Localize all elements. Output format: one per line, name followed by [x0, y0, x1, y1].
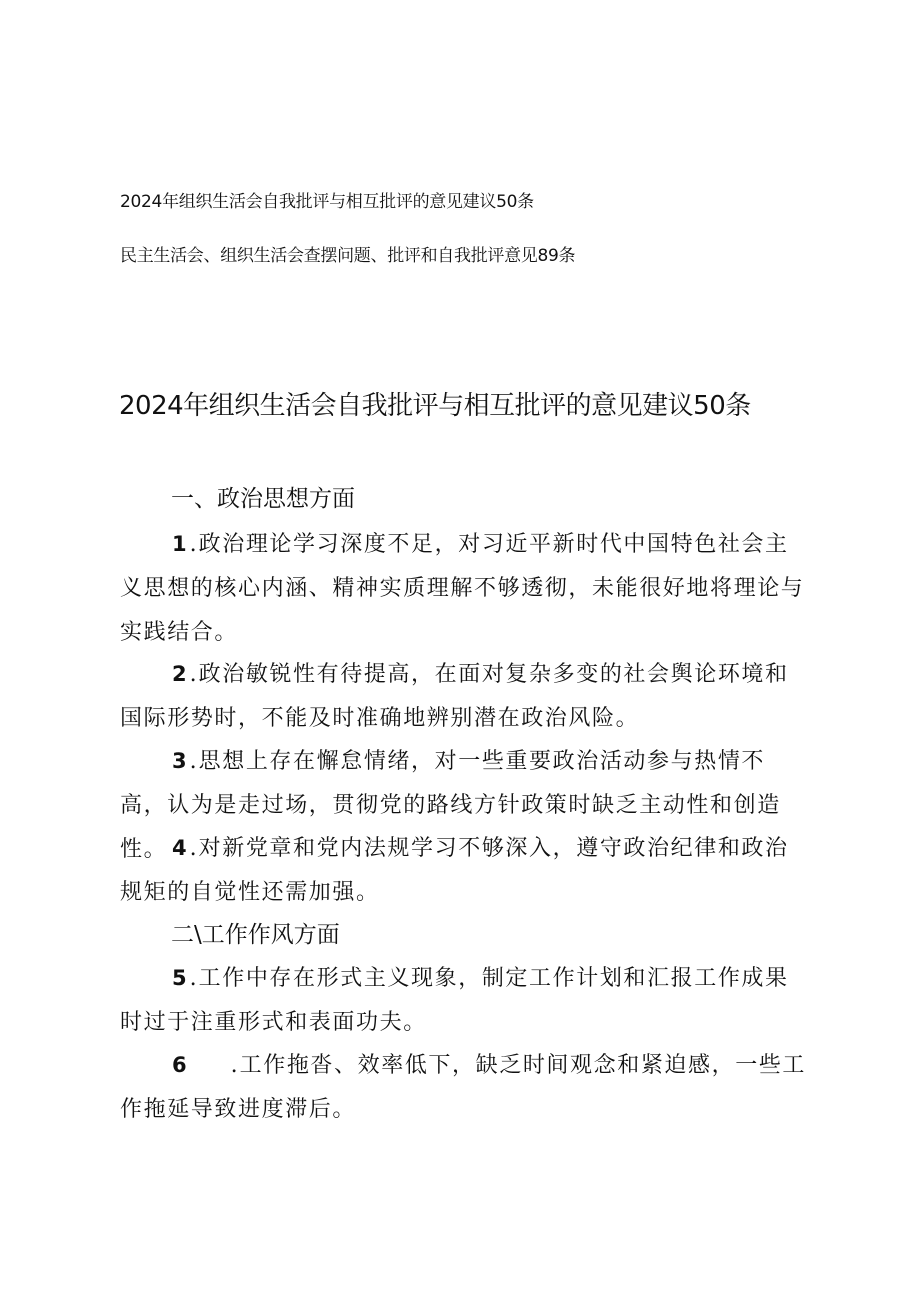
item-text: 工作中存在形式主义现象，制定工作计划和汇报工作成果时过于注重形式和表面功夫。	[120, 966, 789, 1035]
item-separator: .	[189, 836, 197, 861]
item-text: 政治理论学习深度不足，对习近平新时代中国特色社会主义思想的核心内涵、精神实质理解不够透彻，未能很好地将理论与实践结合。	[120, 532, 805, 645]
item-number: 2	[172, 662, 187, 686]
list-item	[120, 826, 810, 915]
item-number: 3	[172, 749, 187, 773]
item-number: 4	[172, 836, 187, 860]
item-separator: .	[189, 966, 197, 991]
list-item	[120, 956, 810, 1045]
item-separator: .	[230, 1053, 238, 1078]
list-item	[120, 522, 810, 655]
item-number: 1	[172, 532, 187, 556]
document-title: 2024年组织生活会自我批评与相互批评的意见建议50条	[119, 391, 751, 421]
item-text: 思想上存在懈怠情绪，对一些重要政治活动参与热情不高，认为是走过场，贯彻党的路线方针政策时缺乏主动性和创造性。	[120, 749, 781, 862]
list-item	[120, 652, 810, 741]
section-heading-work-style: 二\工作作风方面	[171, 922, 340, 948]
item-number: 6	[172, 1053, 187, 1077]
list-item	[120, 1043, 810, 1132]
item-separator: .	[189, 749, 197, 774]
item-number: 5	[172, 966, 187, 990]
item-text: 政治敏锐性有待提高，在面对复杂多变的社会舆论环境和国际形势时，不能及时准确地辨别潜在政治风险。	[120, 662, 789, 731]
toc-entry: 民主生活会、组织生活会查摆问题、批评和自我批评意见89条	[120, 246, 576, 266]
section-heading-political: 一、政治思想方面	[171, 486, 355, 512]
item-text: 工作拖沓、效率低下，缺乏时间观念和紧迫感，一些工作拖延导致进度滞后。	[120, 1053, 807, 1122]
item-text: 对新党章和党内法规学习不够深入，遵守政治纪律和政治规矩的自觉性还需加强。	[120, 836, 789, 905]
item-separator: .	[189, 532, 197, 557]
toc-entry: 2024年组织生活会自我批评与相互批评的意见建议50条	[120, 192, 534, 212]
item-separator: .	[189, 662, 197, 687]
